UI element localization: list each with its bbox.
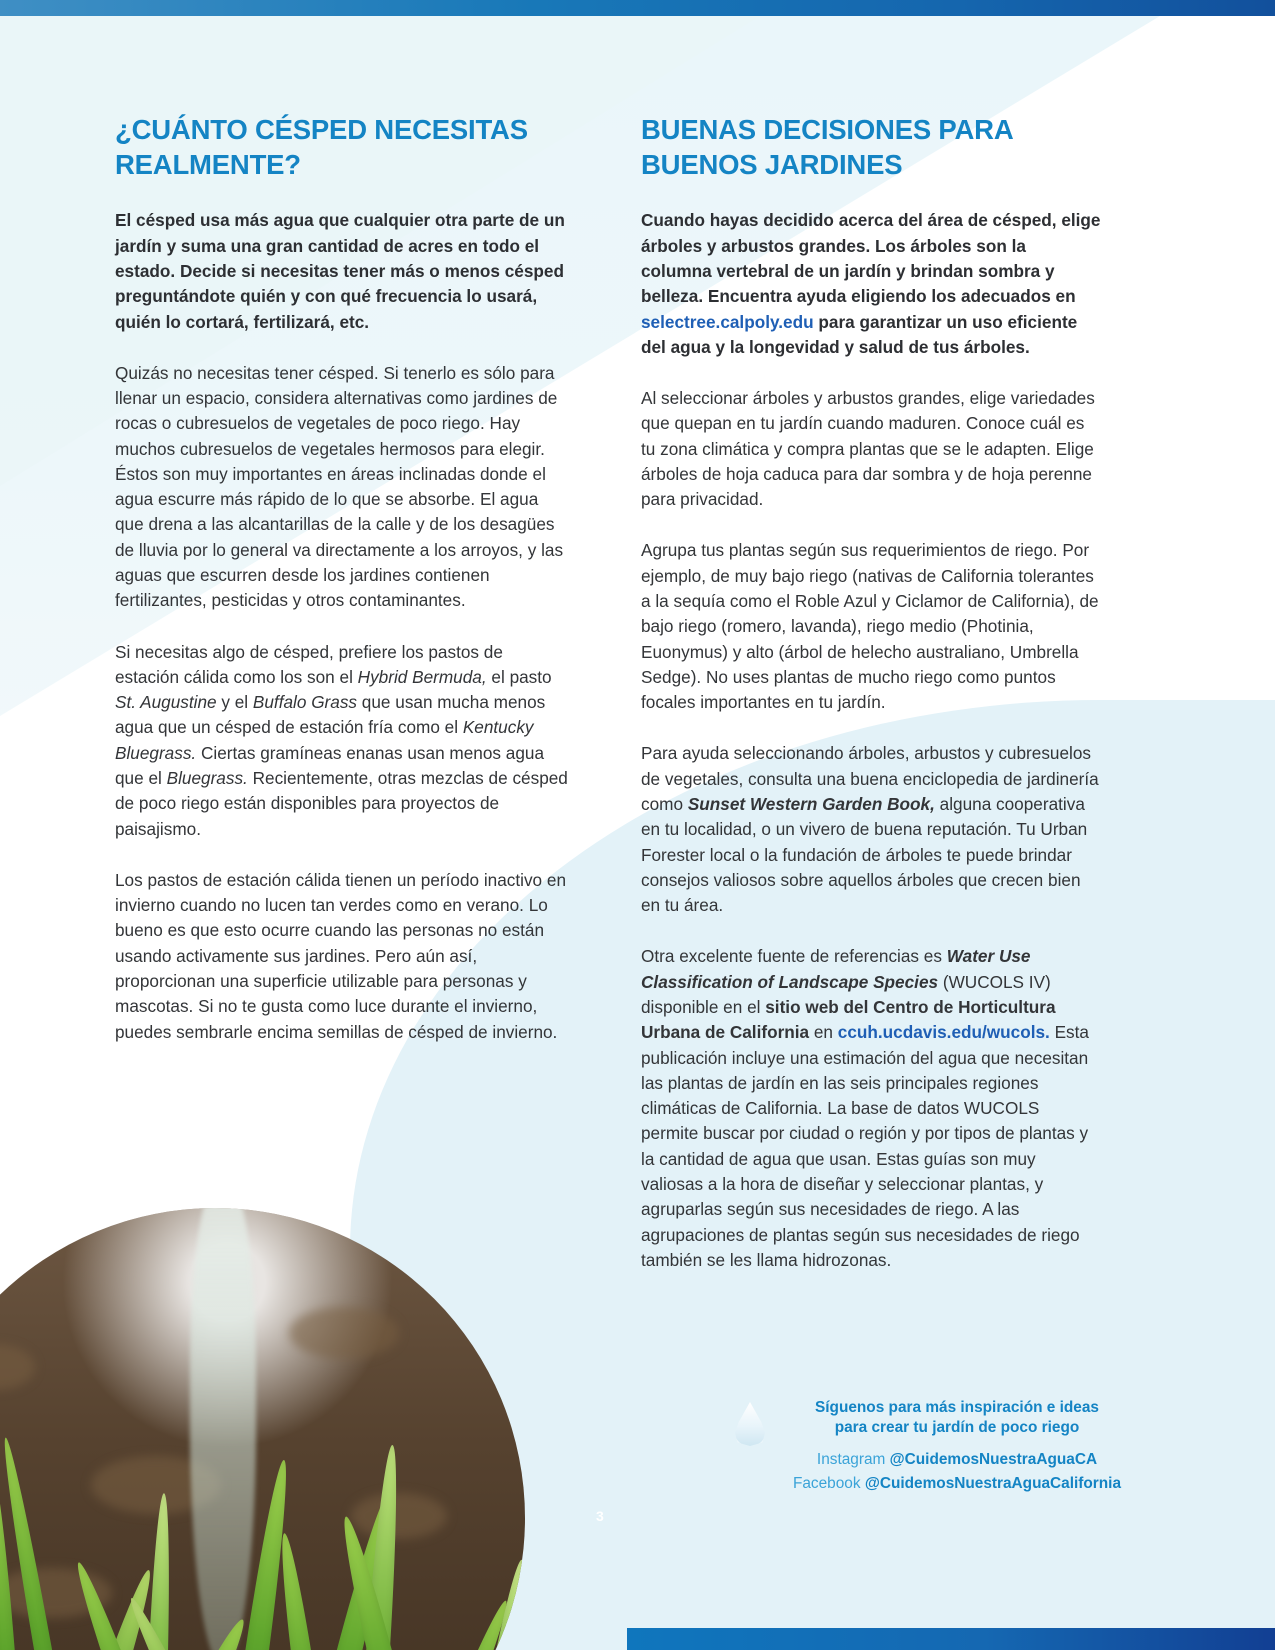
lp3-italic-kentucky-bluegrass: Kentucky Bluegrass. [115,717,534,763]
page-number: 3 [596,1508,604,1524]
rp5-seg-a: Otra excelente fuente de referencias es [641,946,947,967]
lp3-italic-st-augustine: St. Augustine [115,692,217,713]
left-column-heading: ¿CUÁNTO CÉSPED NECESITAS REALMENTE? [115,114,528,181]
lp3-seg-c: y el [216,692,253,713]
left-column [115,112,570,1045]
right-paragraph-1 [641,208,1101,360]
right-column-heading: BUENAS DECISIONES PARA BUENOS JARDINES [641,114,1013,181]
photo-background [0,1208,525,1650]
rp5-seg-d: Esta publicación incluye una estimación del agua que necesitan las plantas de jardín en las seis principales regiones climáticas de California. La base de datos WUCOLS permite buscar por ciudad o región y por tipos de plantas y la cantidad de agua que usan. Estas guías son muy valiosas a la hora de diseñar y seleccionar plantas, y agruparlas según sus necesidades de riego. A las agrupaciones de plantas según sus necesidades de riego también se les llama hidrozonas. [641,1022,1089,1270]
rp4-seg-b: alguna cooperativa en tu localidad, o un vivero de buena reputación. Tu Urban Forester local o la fundación de árboles te puede brindar consejos valiosos sobre aquellos árboles que crecen bien en tu área. [641,794,1088,916]
lp3-italic-buffalo-grass: Buffalo Grass [252,692,358,713]
instagram-handle[interactable]: @CuidemosNuestraAguaCA [889,1450,1098,1468]
rp1-seg-a: Cuando hayas decidido acerca del área de césped, elige árboles y arbustos grandes. Los árboles son la columna vertebral de un jardín y brindan sombra y belleza. Encuentra ayuda eligiendo los adecuados en [641,210,1101,307]
left-paragraph-3 [115,640,570,842]
wucols-link[interactable]: ccuh.ucdavis.edu/wucols. [837,1022,1050,1043]
right-paragraph-4 [641,741,1101,918]
selectree-link[interactable]: selectree.calpoly.edu [641,311,814,332]
social-headline-line1: Síguenos para más inspiración e ideas [815,1399,1099,1416]
right-paragraph-3: Agrupa tus plantas según sus requerimientos de riego. Por ejemplo, de muy bajo riego (nativas de California tolerantes a la sequía como el Roble Azul y Ciclamor de California), de bajo riego (romero, lavanda), riego medio (Photinia, Euonymus) y alto (árbol de helecho australiano, Umbrella Sedge). No uses plantas de mucho riego como puntos focales importantes en tu jardín. [641,540,1099,713]
rp5-seg-c: en [809,1022,838,1043]
rp1-seg-b: para garantizar un uso eficiente del agua y la longevidad y salud de tus árboles. [641,311,1078,357]
water-stream [190,1208,256,1650]
water-drop-icon [735,1402,765,1446]
left-paragraph-2: Quizás no necesitas tener césped. Si tenerlo es sólo para llenar un espacio, considera alternativas como jardines de rocas o cubresuelos de vegetales de poco riego. Hay muchos cubresuelos de vegetales hermosos para elegir. Éstos son muy importantes en áreas inclinadas donde el agua escurre más rápido de lo que se absorbe. El agua que drena a las alcantarillas de la calle y de los desagües de lluvia por lo general va directamente a los arroyos, y las aguas que escurren desde los jardines contienen fertilizantes, pesticidas y otros contaminantes. [115,362,564,611]
lp3-seg-f: Recientemente, otras mezclas de césped de poco riego están disponibles para proyectos de paisajismo. [115,768,568,839]
ccuh-center-name: sitio web del Centro de Horticultura Urbana de California [641,996,1056,1043]
right-column [641,112,1101,1273]
wucols-title: Water Use Classification of Landscape Species [641,946,1031,992]
lp3-seg-a: Si necesitas algo de césped, prefiere los pastos de estación cálida como los son el [115,641,503,687]
lp3-seg-b: el pasto [486,666,552,687]
social-headline [779,1398,1135,1439]
left-paragraph-4: Los pastos de estación cálida tienen un período inactivo en invierno cuando no lucen tan verdes como en verano. Lo bueno es que esto ocurre cuando las personas no están usando activamente sus jardines. Pero aún así, proporcionan una superficie utilizable para personas y mascotas. Si no te gusta como luce durante el invierno, puedes sembrarle encima semillas de césped de invierno. [115,869,567,1042]
facebook-handle[interactable]: @CuidemosNuestraAguaCalifornia [864,1474,1122,1492]
instagram-row[interactable] [779,1448,1135,1472]
social-text-block [779,1398,1135,1496]
lp3-italic-hybrid-bermuda: Hybrid Bermuda, [357,666,487,687]
rp4-seg-a: Para ayuda seleccionando árboles, arbustos y cubresuelos de vegetales, consulta una buena enciclopedia de jardinería como [641,743,1099,814]
rp5-seg-b: (WUCOLS IV) disponible en el [641,971,1051,1017]
lp3-seg-d: que usan mucha menos agua que un césped de estación fría como el [115,692,546,738]
top-accent-bar [0,0,1275,16]
instagram-label: Instagram [816,1450,886,1468]
lp3-seg-e: Ciertas gramíneas enanas usan menos agua que el [115,742,544,788]
right-paragraph-2: Al seleccionar árboles y arbustos grandes, elige variedades que quepan en tu jardín cuando maduren. Conoce cuál es tu zona climática y compra plantas que se le adapten. Elige árboles de hoja caduca para dar sombra y de hoja perenne para privacidad. [641,388,1095,510]
social-footer [735,1398,1135,1496]
bottom-accent-bar [627,1628,1275,1650]
facebook-row[interactable] [779,1472,1135,1496]
right-paragraph-5 [641,944,1101,1273]
sunset-western-garden-book-title: Sunset Western Garden Book, [687,794,935,814]
watering-grass-photo [0,1208,525,1650]
social-headline-line2: para crear tu jardín de poco riego [834,1419,1080,1437]
lp3-italic-bluegrass: Bluegrass. [166,768,248,788]
left-paragraph-1: El césped usa más agua que cualquier otra parte de un jardín y suma una gran cantidad de acres en todo el estado. Decide si necesitas tener más o menos césped preguntándote quién y con qué frecuencia lo usará, quién lo cortará, fertilizará, etc. [115,210,565,332]
facebook-label: Facebook [792,1474,861,1492]
